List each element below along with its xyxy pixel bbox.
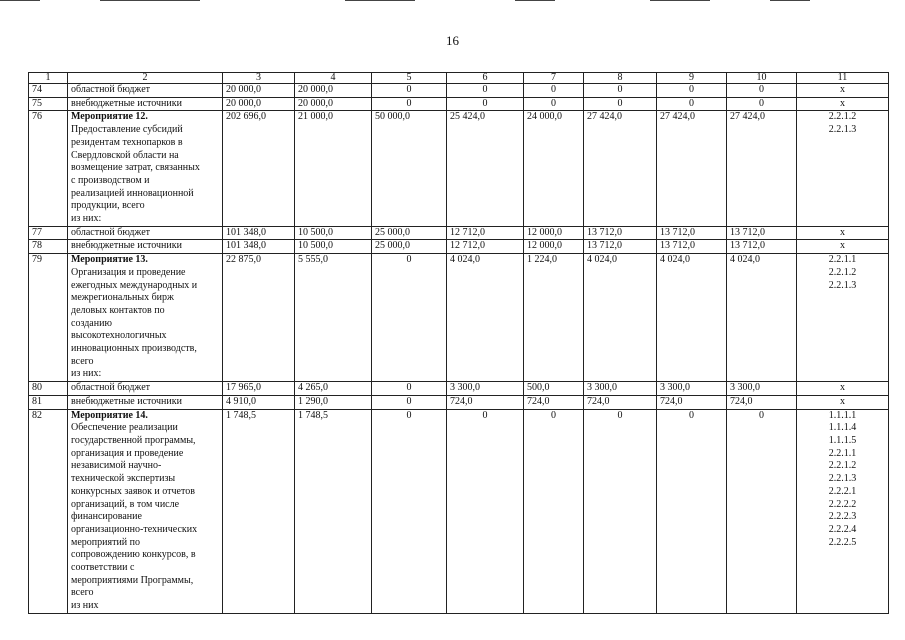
value-cell: 1 748,5	[295, 409, 372, 613]
value-cell: 0	[584, 409, 657, 613]
value-cell: 1 224,0	[524, 254, 584, 382]
value-cell: 101 348,0	[223, 226, 295, 240]
description-line: инновационных производств,	[71, 343, 197, 355]
target-code: 2.2.1.2	[828, 266, 857, 278]
target-code-cell	[797, 97, 889, 111]
table-row	[29, 395, 889, 409]
target-code-cell	[797, 382, 889, 396]
row-number-cell: 79	[29, 254, 68, 382]
value-cell: 500,0	[524, 382, 584, 396]
budget-table	[28, 72, 889, 614]
target-code-cell	[797, 111, 889, 226]
row-number-cell: 76	[29, 111, 68, 226]
description-line: всего	[71, 587, 94, 599]
value-cell: 0	[524, 409, 584, 613]
value-cell: 13 712,0	[584, 240, 657, 254]
value-cell: 0	[447, 84, 524, 98]
target-code: 2.2.1.3	[828, 124, 857, 136]
value-cell: 13 712,0	[657, 240, 727, 254]
value-cell: 724,0	[524, 395, 584, 409]
column-number-cell: 6	[447, 73, 524, 84]
column-number-cell: 7	[524, 73, 584, 84]
value-cell: 724,0	[584, 395, 657, 409]
description-cell: областной бюджет	[68, 226, 223, 240]
event-title	[71, 254, 219, 267]
event-row	[29, 409, 889, 613]
value-cell: 724,0	[657, 395, 727, 409]
column-number-cell: 3	[223, 73, 295, 84]
target-code: 2.2.1.2	[828, 111, 857, 123]
value-cell: 27 424,0	[584, 111, 657, 226]
description-cell	[68, 409, 223, 613]
target-code: 1.1.1.4	[828, 422, 857, 434]
event-title-text: Мероприятие 14.	[71, 409, 148, 421]
description-line: Организация и проведение	[71, 266, 186, 278]
scan-edge-line	[650, 0, 710, 1]
row-number-cell: 81	[29, 395, 68, 409]
value-cell: 20 000,0	[295, 97, 372, 111]
value-cell: 3 300,0	[584, 382, 657, 396]
value-cell: 101 348,0	[223, 240, 295, 254]
description-line: с производством и	[71, 174, 150, 186]
event-title-text: Мероприятие 13.	[71, 254, 148, 266]
value-cell: 0	[524, 84, 584, 98]
value-cell: 50 000,0	[372, 111, 447, 226]
description-line: из них	[71, 600, 99, 612]
target-code: 2.2.2.1	[828, 485, 857, 497]
description-line: независимой научно-	[71, 460, 162, 472]
value-cell: 0	[727, 409, 797, 613]
table-row	[29, 226, 889, 240]
description-line: организаций, в том числе	[71, 498, 180, 510]
row-number-cell: 75	[29, 97, 68, 111]
target-code: x	[840, 382, 845, 394]
value-cell: 0	[584, 84, 657, 98]
value-cell: 5 555,0	[295, 254, 372, 382]
column-number-cell: 4	[295, 73, 372, 84]
description-line: технической экспертизы	[71, 473, 176, 485]
value-cell: 0	[657, 97, 727, 111]
description-line: высокотехнологичных	[71, 330, 167, 342]
value-cell: 10 500,0	[295, 226, 372, 240]
value-cell: 4 910,0	[223, 395, 295, 409]
description-line: резидентам технопарков в	[71, 136, 183, 148]
target-code-cell	[797, 254, 889, 382]
column-number-cell: 2	[68, 73, 223, 84]
value-cell: 1 748,5	[223, 409, 295, 613]
target-code: 1.1.1.5	[828, 434, 857, 446]
value-cell: 4 265,0	[295, 382, 372, 396]
value-cell: 3 300,0	[657, 382, 727, 396]
value-cell: 17 965,0	[223, 382, 295, 396]
description-cell: областной бюджет	[68, 382, 223, 396]
value-cell: 0	[584, 97, 657, 111]
scan-edge-line	[345, 0, 415, 1]
description-cell: внебюджетные источники	[68, 395, 223, 409]
value-cell: 13 712,0	[727, 240, 797, 254]
value-cell: 12 000,0	[524, 226, 584, 240]
row-number-cell: 77	[29, 226, 68, 240]
target-code: x	[840, 240, 845, 252]
description-line: Предоставление субсидий	[71, 124, 183, 136]
event-title	[71, 111, 219, 124]
value-cell: 0	[447, 97, 524, 111]
value-cell: 0	[727, 84, 797, 98]
target-code-cell	[797, 84, 889, 98]
target-code: 2.2.2.5	[828, 536, 857, 548]
description-line: Свердловской области на	[71, 149, 179, 161]
value-cell: 3 300,0	[727, 382, 797, 396]
column-number-cell: 8	[584, 73, 657, 84]
page-number: 16	[446, 33, 459, 48]
target-code: x	[840, 226, 845, 238]
table-row	[29, 382, 889, 396]
value-cell: 20 000,0	[223, 84, 295, 98]
description-line: ежегодных международных и	[71, 279, 198, 291]
target-code: 1.1.1.1	[828, 409, 857, 421]
scan-edge-line	[770, 0, 810, 1]
scan-edge-line	[100, 0, 200, 1]
target-code-cell	[797, 409, 889, 613]
row-number-cell: 82	[29, 409, 68, 613]
value-cell: 10 500,0	[295, 240, 372, 254]
value-cell: 20 000,0	[223, 97, 295, 111]
target-code: 2.2.2.3	[828, 511, 857, 523]
value-cell: 4 024,0	[727, 254, 797, 382]
value-cell: 0	[372, 409, 447, 613]
value-cell: 0	[372, 382, 447, 396]
column-number-cell: 5	[372, 73, 447, 84]
event-row	[29, 111, 889, 226]
value-cell: 13 712,0	[727, 226, 797, 240]
value-cell: 1 290,0	[295, 395, 372, 409]
target-code: 2.2.1.3	[828, 473, 857, 485]
column-number-cell: 11	[797, 73, 889, 84]
value-cell: 21 000,0	[295, 111, 372, 226]
value-cell: 27 424,0	[657, 111, 727, 226]
value-cell: 3 300,0	[447, 382, 524, 396]
value-cell: 12 000,0	[524, 240, 584, 254]
description-line: организационно-технических	[71, 523, 198, 535]
value-cell: 202 696,0	[223, 111, 295, 226]
description-line: реализацией инновационной	[71, 187, 194, 199]
description-line: возмещение затрат, связанных	[71, 162, 200, 174]
value-cell: 0	[447, 409, 524, 613]
target-code-cell	[797, 240, 889, 254]
target-code: x	[840, 395, 845, 407]
value-cell: 0	[727, 97, 797, 111]
value-cell: 0	[524, 97, 584, 111]
value-cell: 20 000,0	[295, 84, 372, 98]
target-code-cell	[797, 395, 889, 409]
target-code: 2.2.1.1	[828, 447, 857, 459]
description-line: сопровождению конкурсов, в	[71, 549, 196, 561]
description-line: деловых контактов по	[71, 304, 165, 316]
table-row	[29, 240, 889, 254]
description-line: Обеспечение реализации	[71, 422, 178, 434]
scan-edge-line	[0, 0, 40, 1]
description-line: конкурсных заявок и отчетов	[71, 485, 195, 497]
value-cell: 25 000,0	[372, 226, 447, 240]
table-header-row	[29, 73, 889, 84]
target-code: x	[840, 97, 845, 109]
target-code: 2.2.2.4	[828, 523, 857, 535]
description-cell: областной бюджет	[68, 84, 223, 98]
value-cell: 4 024,0	[584, 254, 657, 382]
value-cell: 0	[372, 97, 447, 111]
value-cell: 4 024,0	[657, 254, 727, 382]
value-cell: 25 424,0	[447, 111, 524, 226]
description-line: мероприятий по	[71, 536, 140, 548]
value-cell: 25 000,0	[372, 240, 447, 254]
description-line: всего	[71, 355, 94, 367]
description-line: продукции, всего	[71, 200, 145, 212]
event-title	[71, 410, 219, 423]
value-cell: 22 875,0	[223, 254, 295, 382]
description-line: созданию	[71, 317, 112, 329]
description-cell: внебюджетные источники	[68, 97, 223, 111]
column-number-cell: 9	[657, 73, 727, 84]
value-cell: 13 712,0	[584, 226, 657, 240]
description-line: государственной программы,	[71, 434, 196, 446]
description-line: организация и проведение	[71, 447, 184, 459]
row-number-cell: 80	[29, 382, 68, 396]
description-line: межрегиональных бирж	[71, 292, 174, 304]
event-row	[29, 254, 889, 382]
row-number-cell: 78	[29, 240, 68, 254]
target-code: 2.2.2.2	[828, 498, 857, 510]
value-cell: 724,0	[727, 395, 797, 409]
description-line: из них:	[71, 368, 102, 380]
description-cell	[68, 254, 223, 382]
value-cell: 0	[372, 84, 447, 98]
column-number-cell: 10	[727, 73, 797, 84]
description-line: соответствии с	[71, 562, 135, 574]
description-line: мероприятиями Программы,	[71, 574, 194, 586]
description-cell: внебюджетные источники	[68, 240, 223, 254]
description-cell	[68, 111, 223, 226]
value-cell: 27 424,0	[727, 111, 797, 226]
target-code-cell	[797, 226, 889, 240]
value-cell: 724,0	[447, 395, 524, 409]
value-cell: 24 000,0	[524, 111, 584, 226]
scan-edge-line	[515, 0, 555, 1]
description-line: финансирование	[71, 511, 142, 523]
value-cell: 0	[657, 409, 727, 613]
target-code: x	[840, 84, 845, 95]
event-title-text: Мероприятие 12.	[71, 111, 148, 123]
target-code: 2.2.1.1	[828, 254, 857, 266]
value-cell: 12 712,0	[447, 240, 524, 254]
target-code: 2.2.1.2	[828, 460, 857, 472]
target-code: 2.2.1.3	[828, 279, 857, 291]
value-cell: 0	[372, 395, 447, 409]
row-number-cell: 74	[29, 84, 68, 98]
value-cell: 4 024,0	[447, 254, 524, 382]
value-cell: 12 712,0	[447, 226, 524, 240]
table-row	[29, 84, 889, 98]
value-cell: 13 712,0	[657, 226, 727, 240]
description-line: из них:	[71, 213, 102, 225]
column-number-cell: 1	[29, 73, 68, 84]
value-cell: 0	[657, 84, 727, 98]
value-cell: 0	[372, 254, 447, 382]
table-row	[29, 97, 889, 111]
